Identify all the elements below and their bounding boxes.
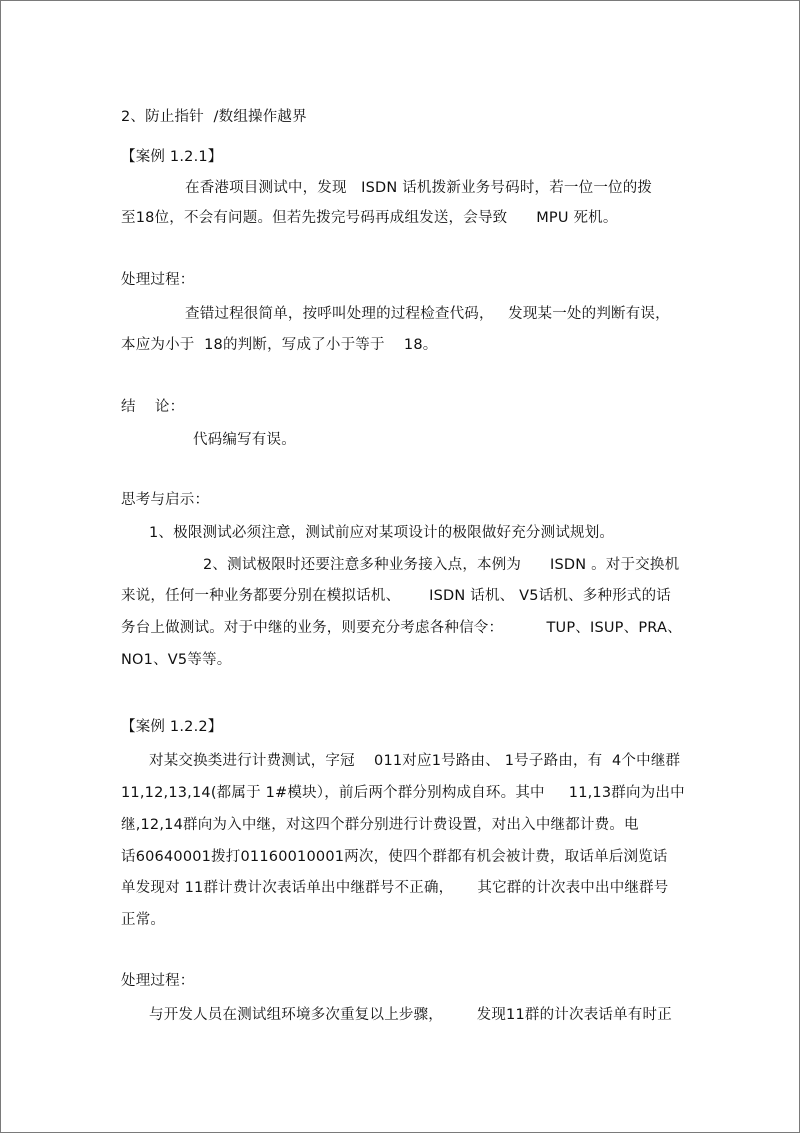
insight-item: 1、极限测试必须注意，测试前应对某项设计的极限做好充分测试规划。 <box>149 525 615 541</box>
paragraph-line: NO1、V5等等。 <box>121 652 232 668</box>
conclusion-heading: 结 论： <box>121 399 185 415</box>
paragraph-line: 继,12,14群向为入中继，对这四个群分别进行计费设置，对出入中继都计费。电 <box>121 817 639 833</box>
paragraph-line: 在香港项目测试中，发现 ISDN 话机拨新业务号码时，若一位一位的拨 <box>185 180 653 196</box>
paragraph-line: 至18位，不会有问题。但若先拨完号码再成组发送，会导致 MPU 死机。 <box>121 210 618 226</box>
paragraph-line: 来说，任何一种业务都要分别在模拟话机、 ISDN 话机、 V5话机、多种形式的话 <box>121 588 672 604</box>
case-label: 【案例 1.2.2】 <box>121 719 223 735</box>
paragraph-line: 对某交换类进行计费测试，字冠 011对应1号路由、 1号子路由，有 4个中继群 <box>149 753 681 769</box>
paragraph-line: 务台上做测试。对于中继的业务，则要充分考虑各种信令： TUP、ISUP、PRA、 <box>121 620 682 636</box>
paragraph-line: 11,12,13,14(都属于 1#模块），前后两个群分别构成自环。其中 11,13群向为出中 <box>121 785 685 801</box>
paragraph-line: 与开发人员在测试组环境多次重复以上步骤， 发现11群的计次表话单有时正 <box>149 1007 672 1023</box>
case-label: 【案例 1.2.1】 <box>121 149 223 165</box>
process-heading: 处理过程： <box>121 973 195 989</box>
conclusion-text: 代码编写有误。 <box>193 432 296 448</box>
paragraph-line: 查错过程很简单，按呼叫处理的过程检查代码， 发现某一处的判断有误， <box>185 306 670 322</box>
paragraph-line: 单发现对 11群计费计次表话单出中继群号不正确， 其它群的计次表中出中继群号 <box>121 880 669 896</box>
paragraph-line: 话60640001拨打01160010001两次，使四个群都有机会被计费，取话单后浏览话 <box>121 849 668 865</box>
section-title: 2、防止指针 /数组操作越界 <box>121 109 307 125</box>
insight-item: 2、测试极限时还要注意多种业务接入点，本例为 ISDN 。对于交换机 <box>203 557 680 573</box>
process-heading: 处理过程： <box>121 272 195 288</box>
insight-heading: 思考与启示： <box>121 492 210 508</box>
paragraph-line: 正常。 <box>121 912 166 928</box>
paragraph-line: 本应为小于 18的判断，写成了小于等于 18。 <box>121 337 438 353</box>
